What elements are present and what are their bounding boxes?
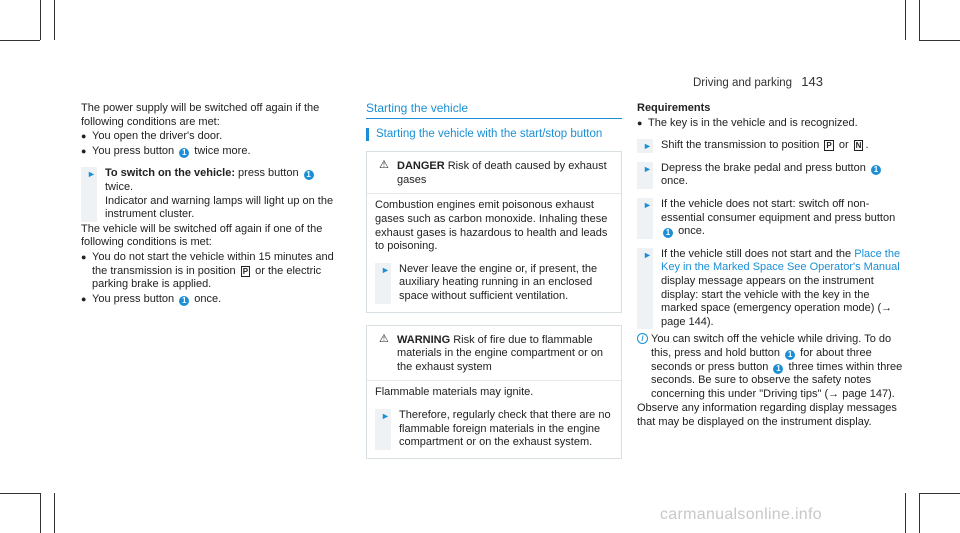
step-arrow-icon: ►: [643, 249, 652, 260]
step-emergency: ► If the vehicle still does not start and the Place the Key in the Marked Space See Operator's Manual display message appears on the instrument display: start the vehicle with the key in the marked space (emergency operation mode) (→ page 144).: [637, 248, 905, 330]
watermark: carmanualsonline.info: [660, 506, 822, 523]
warning-body: Flammable materials may ignite.: [375, 386, 534, 399]
closing-text: Observe any information regarding display messages that may be displayed on the instrument display.: [637, 402, 897, 428]
crop-mark: [919, 493, 960, 494]
crop-mark: [919, 493, 920, 533]
left-column: [81, 102, 349, 306]
warning-box: ⚠ WARNING Risk of fire due to flammable materials in the engine compartment or on the exhaust system Flammable materials may ignite. ► Therefore, regularly check that there are no flammable foreign materials in the engine compartment or on the exhaust system.: [366, 325, 622, 459]
danger-body: Combustion engines emit poisonous exhaust gases such as carbon monoxide. Inhaling these exhaust gases is hazardous to health and leads to poisoning.: [375, 199, 608, 253]
warning-triangle-icon: ⚠: [379, 159, 389, 172]
crop-mark: [40, 493, 41, 533]
crop-mark: [54, 0, 55, 40]
page-number: 143: [801, 74, 823, 89]
crop-mark: [919, 40, 960, 41]
danger-step: ► Never leave the engine or, if present, the auxiliary heating running in an enclosed space without sufficient ventilation.: [375, 263, 613, 304]
crop-mark: [40, 0, 41, 40]
step-arrow-icon: ►: [643, 199, 652, 210]
info-note: i You can switch off the vehicle while driving. To do this, press and hold button 1 for about three seconds or press button 1 three times within three seconds. Be sure to observe the safety notes concerning this under "Driving tips" (→ page 147).: [637, 333, 905, 401]
button-1-icon: 1: [871, 165, 881, 175]
crop-mark: [54, 493, 55, 533]
subsection-title: Starting the vehicle with the start/stop button: [366, 128, 622, 142]
gear-p-icon: P: [826, 141, 832, 151]
list-item: ● You press button 1 once.: [81, 292, 222, 305]
step-switch-on: ► To switch on the vehicle: press button 1 twice. Indicator and warning lamps will light up on the instrument cluster.: [81, 167, 349, 221]
list-item: ● You do not start the vehicle within 15 minutes and the transmission is in position P or the electric parking brake is applied.: [81, 250, 334, 291]
step-brake: ► Depress the brake pedal and press button 1 once.: [637, 162, 905, 189]
button-1-icon: 1: [179, 296, 189, 306]
step-nonessential: ► If the vehicle does not start: switch off non-essential consumer equipment and press button 1 once.: [637, 198, 905, 239]
crop-mark: [905, 493, 906, 533]
condition-text: The vehicle will be switched off again if one of the following conditions is met:: [81, 222, 323, 249]
right-column: [637, 102, 905, 429]
gear-n-icon: N: [855, 141, 862, 151]
page-header: [693, 74, 823, 89]
button-1-icon: 1: [179, 148, 189, 158]
button-1-icon: 1: [663, 228, 673, 238]
list-item: ● The key is in the vehicle and is recognized.: [637, 116, 858, 129]
intro-text: The power supply will be switched off again if the following conditions are met:: [81, 102, 320, 128]
crop-mark: [0, 493, 40, 494]
header-section: Driving and parking: [693, 77, 793, 89]
step-arrow-icon: ►: [643, 163, 652, 174]
display-message-link[interactable]: Place the Key in the Marked Space See Operator's Manual: [661, 247, 901, 274]
button-1-icon: 1: [304, 170, 314, 180]
step-arrow-icon: ►: [643, 141, 652, 152]
warning-triangle-icon: ⚠: [379, 332, 389, 345]
button-1-icon: 1: [785, 350, 795, 360]
list-item: ● You press button 1 twice more.: [81, 144, 251, 157]
section-title: Starting the vehicle: [366, 102, 622, 119]
step-arrow-icon: ►: [87, 169, 96, 180]
step-arrow-icon: ►: [381, 410, 390, 421]
list-item: ● You open the driver's door.: [81, 130, 223, 143]
requirements-title: Requirements: [637, 102, 711, 114]
crop-mark: [0, 40, 40, 41]
step-arrow-icon: ►: [381, 264, 390, 275]
button-1-icon: 1: [773, 364, 783, 374]
step-shift: ► Shift the transmission to position P or N .: [637, 139, 905, 153]
warning-step: ► Therefore, regularly check that there are no flammable foreign materials in the engine compartment or on the exhaust system.: [375, 409, 613, 450]
crop-mark: [905, 0, 906, 40]
crop-mark: [919, 0, 920, 40]
gear-p-icon: P: [242, 266, 249, 276]
info-icon: i: [637, 333, 648, 344]
middle-column: [366, 102, 622, 459]
danger-box: ⚠ DANGER Risk of death caused by exhaust gases Combustion engines emit poisonous exhaust gases such as carbon monoxide. Inhaling these exhaust gases is hazardous to health and leads to poisoning. ► Never leave the engine or, if present, the auxiliary heating running in an enclosed space without sufficient ventilation.: [366, 151, 622, 312]
